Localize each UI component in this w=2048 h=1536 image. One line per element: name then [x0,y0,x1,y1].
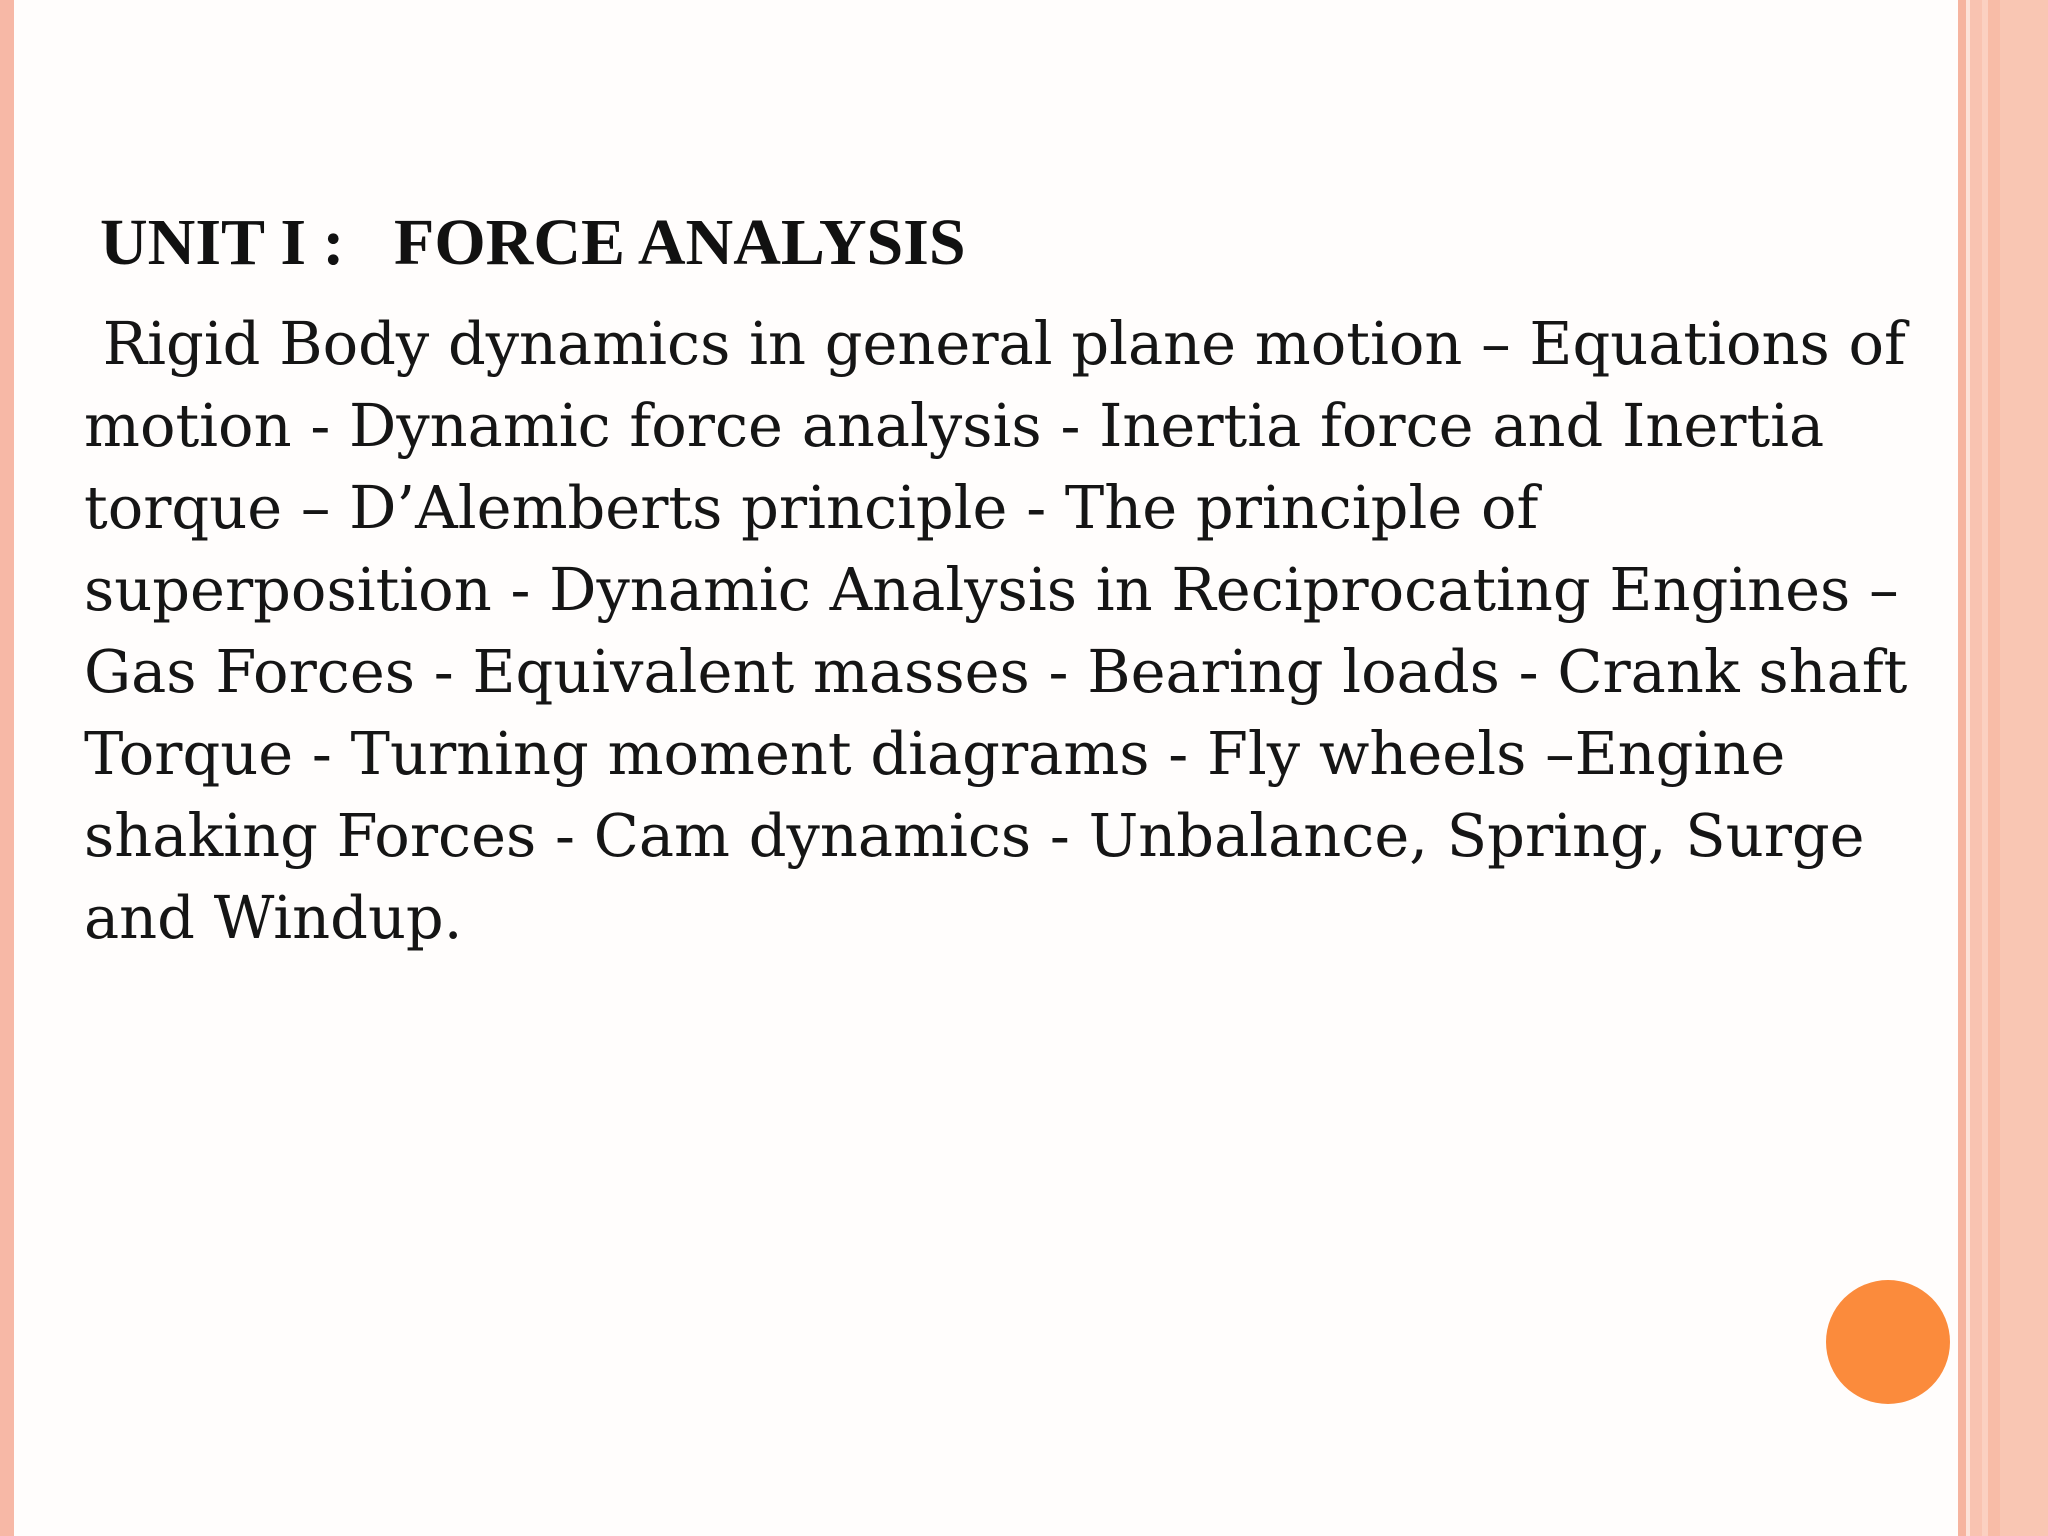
orange-circle-decoration [1826,1280,1950,1404]
slide-title: UNIT I : FORCE ANALYSIS [100,206,966,279]
body-line: shaking Forces - Cam dynamics - Unbalance, Spring, Surge [84,801,1865,870]
body-line: Torque - Turning moment diagrams - Fly wheels –Engine [84,719,1786,788]
body-line: Rigid Body dynamics in general plane motion – Equations of [84,309,1906,378]
body-line: and Windup. [84,883,463,952]
body-line: motion - Dynamic force analysis - Inertia force and Inertia [84,391,1825,460]
slide-body [84,303,2044,959]
left-border-stripe [0,0,14,1536]
body-line: torque – D’Alemberts principle - The principle of [84,473,1539,542]
body-line: superposition - Dynamic Analysis in Reciprocating Engines – [84,555,1899,624]
body-line: Gas Forces - Equivalent masses - Bearing loads - Crank shaft [84,637,1908,706]
